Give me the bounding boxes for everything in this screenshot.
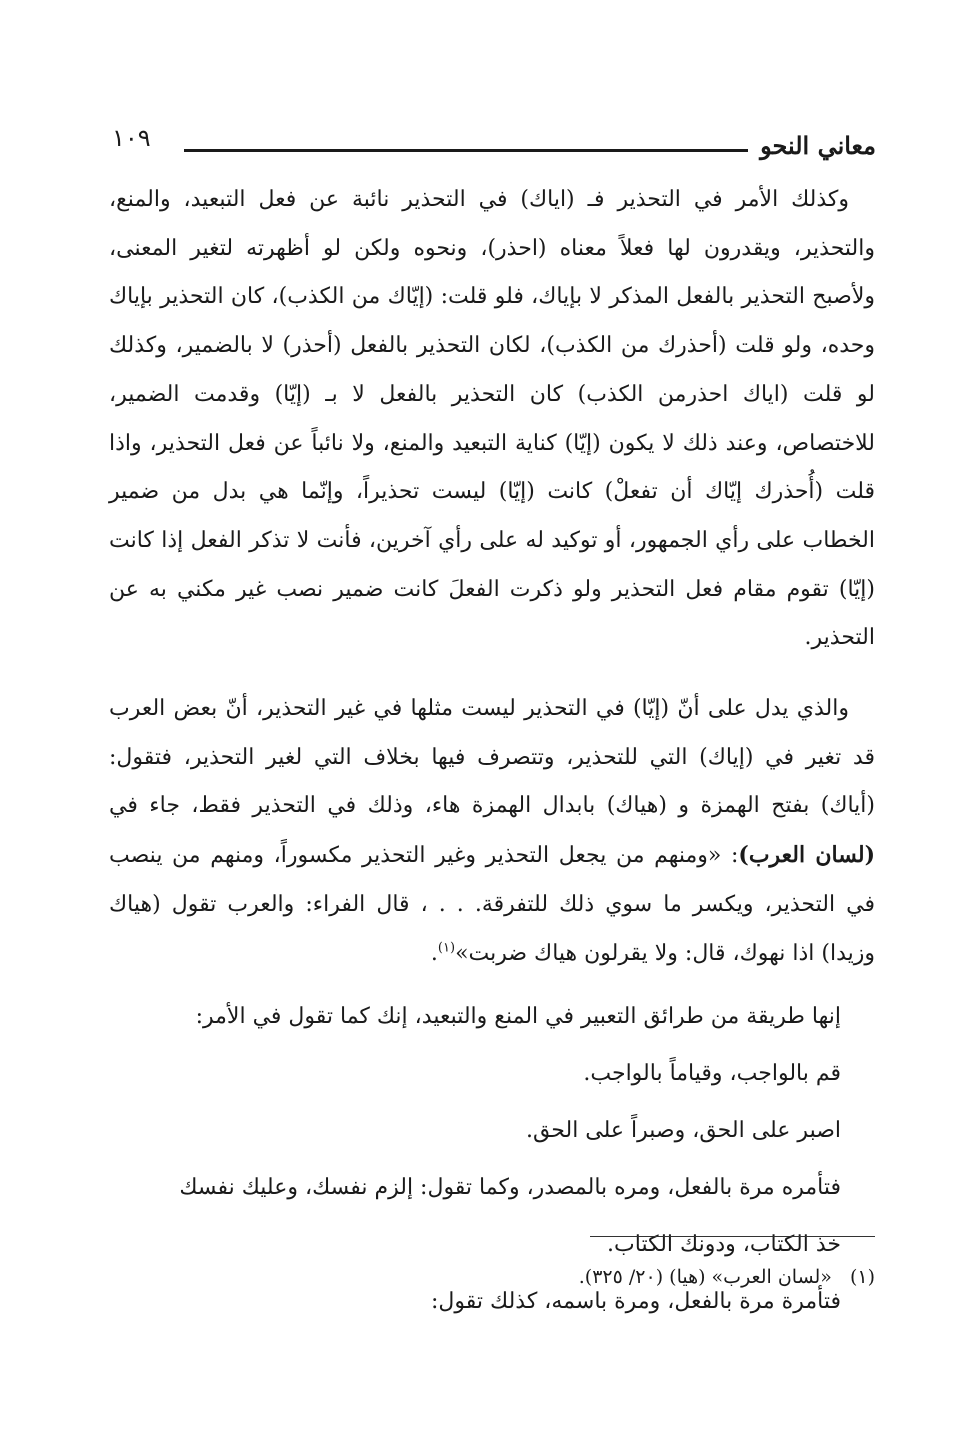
footnote-separator [590,1236,875,1237]
paragraph-2-part-2: : «ومنهم من يجعل التحذير وغير التحذير مكسوراً، ومنهم من ينصب في التحذير، ويكسر ما سوي ذلك للتفرقة. . . ، قال الفراء: والعرب تقول (هياك وزيدا) اذا نهوك، قال: ولا يقرلون هياك ضربت» [109,843,875,966]
example-line: فتأمرة مرة بالفعل، ومرة باسمه، كذلك تقول: [431,1289,841,1315]
page-number: ١٠٩ [112,124,151,152]
example-line: خذ الكتاب، ودونك الكتاب. [607,1232,841,1258]
header-rule [184,149,748,152]
paragraph-2-end: . [430,940,438,966]
example-line: فتأمره مرة بالفعل، ومره بالمصدر، وكما تقول: إلزم نفسك، وعليك نفسك [179,1175,841,1201]
paragraph-2-part-1: والذي يدل على أنّ (إيّا) في التحذير ليست مثلها في غير التحذير، أنّ بعض العرب قد تغير في (إياك) التي للتحذير، وتتصرف فيها بخلاف التي لغير التحذير، فتقول: (أياك) بفتح الهمزة و (هياك) بابدال الهمزة هاء، وذلك في التحذير فقط، جاء في [109,696,875,819]
running-header [112,122,876,166]
body-text [109,176,875,1330]
paragraph-2 [109,685,875,978]
example-line: اصبر على الحق، وصبراً على الحق. [525,1118,841,1144]
footnote-reference: (١) [437,940,456,956]
footnote-text: «لسان العرب» (هيا) (٢٠/ ٣٢٥). [578,1266,832,1288]
running-title: معاني النحو [760,131,876,160]
footnote [579,1262,875,1292]
source-title-bold: (لسان العرب) [738,842,875,869]
example-line: قم بالواجب، وقياماً بالواجب. [583,1061,841,1087]
footnote-marker: (١) [849,1266,875,1288]
paragraph-1: وكذلك الأمر في التحذير فـ (اياك) في التحذير نائبة عن فعل التبعيد، والمنع، والتحذير، ويقدرون لها فعلاً معناه (احذر)، ونحوه ولكن لو أظهرته لتغير المعنى، ولأصبح التحذير بالفعل المذكر لا بإياك، فلو قلت: (إيّاك من الكذب)، كان التحذير بإياك وحده، ولو قلت (أحذرك من الكذب)، لكان التحذير بالفعل (أحذر) لا بالضمير، وكذلك لو قلت (اياك احذرمن الكذب) كان التحذير بالفعل لا بـ (إيّا) وقدمت الضمير، للاختصاص، وعند ذلك لا يكون (إيّا) كناية التبعيد والمنع، ولا نائباً عن فعل التحذير، واذا قلت (أُحذرك إيّاك أن تفعلْ) كانت (إيّا) ليست تحذيراً، وإنّما هي بدل من ضمير الخطاب على رأي الجمهور، أو توكيد له على رأي آخرين، فأنت لا تذكر الفعل إذا كانت (إيّا) تقوم مقام فعل التحذير ولو ذكرت الفعلَ كانت ضمير نصب غير مكني به عن التحذير. [109,187,875,651]
example-line: إنها طريقة من طرائق التعبير في المنع والتبعيد، إنك كما تقول في الأمر: [195,1004,841,1030]
